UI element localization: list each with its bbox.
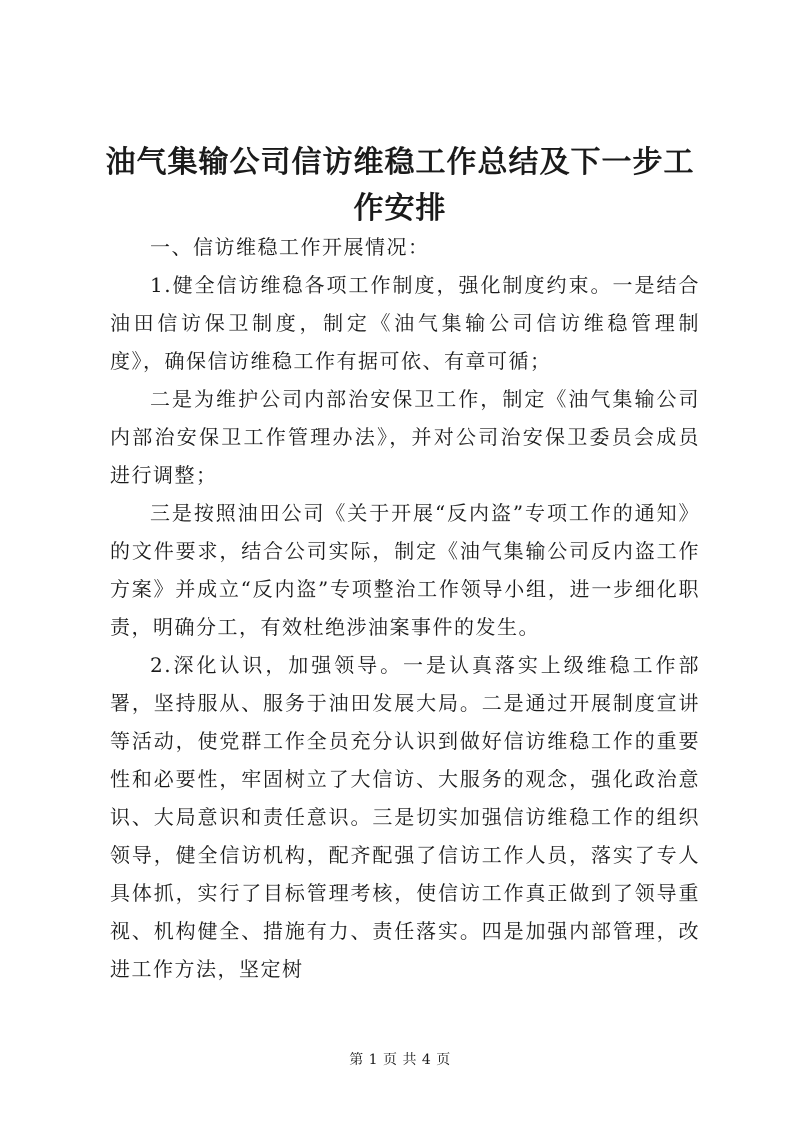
- page-footer: 第 1 页 共 4 页: [349, 1052, 451, 1068]
- body-paragraph: 二是为维护公司内部治安保卫工作，制定《油气集输公司内部治安保卫工作管理办法》，并对公司治安保卫委员会成员进行调整；: [110, 387, 700, 487]
- body-paragraph: 三是按照油田公司《关于开展“反内盗”专项工作的通知》的文件要求，结合公司实际，制定《油气集输公司反内盗工作方案》并成立“反内盗”专项整治工作领导小组，进一步细化职责，明确分工，有效杜绝涉油案事件的发生。: [110, 501, 700, 639]
- document-title: 油气集输公司信访维稳工作总结及下一步工作安排: [105, 145, 695, 226]
- section-heading: 一、信访维稳工作开展情况：: [150, 235, 430, 259]
- body-paragraph: 1.健全信访维稳各项工作制度，强化制度约束。一是结合油田信访保卫制度，制定《油气集输公司信访维稳管理制度》，确保信访维稳工作有据可依、有章可循；: [110, 273, 700, 373]
- body-paragraph: 2.深化认识，加强领导。一是认真落实上级维稳工作部署，坚持服从、服务于油田发展大局。二是通过开展制度宣讲等活动，使党群工作全员充分认识到做好信访维稳工作的重要性和必要性，牢固树立了大信访、大服务的观念，强化政治意识、大局意识和责任意识。三是切实加强信访维稳工作的组织领导，健全信访机构，配齐配强了信访工作人员，落实了专人具体抓，实行了目标管理考核，使信访工作真正做到了领导重视、机构健全、措施有力、责任落实。四是加强内部管理，改进工作方法，坚定树: [110, 653, 700, 981]
- document-body: [110, 228, 700, 988]
